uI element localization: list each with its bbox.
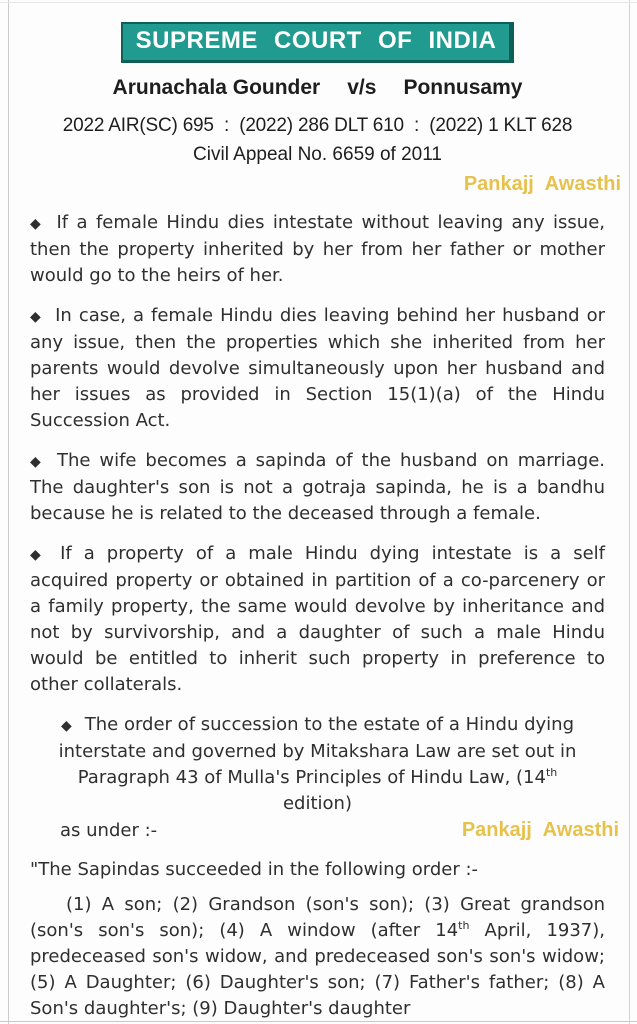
diamond-bullet-icon: ◆ — [60, 718, 72, 734]
as-under-label: as under :- — [60, 820, 158, 841]
holding-point-3 — [30, 448, 605, 527]
court-title: SUPREME COURT OF INDIA — [135, 27, 497, 54]
case-parties — [30, 76, 605, 100]
diamond-bullet-icon: ◆ — [30, 216, 44, 232]
diamond-bullet-icon: ◆ — [30, 547, 48, 563]
page-edge-top — [0, 2, 637, 3]
holding-point-1 — [30, 210, 605, 289]
sapinda-quote-intro: "The Sapindas succeeded in the following order :- — [30, 859, 479, 880]
succession-note-text-end: edition) — [282, 793, 352, 814]
page-edge-bottom — [0, 1021, 637, 1022]
holding-point-2-text: In case, a female Hindu dies leaving behind her husband or any issue, then the properties which she inherited from her parents would devolve simultaneously upon her husband and her issues as provided in Section 15(1)(a) of the Hindu Succession Act. — [30, 305, 605, 431]
holding-point-3-text: The wife becomes a sapinda of the husband on marriage. The daughter's son is not a gotraja sapinda, he is a bandhu because he is related to the deceased through a female. — [30, 450, 605, 524]
diamond-bullet-icon: ◆ — [30, 454, 44, 470]
holding-point-1-text: If a female Hindu dies intestate without leaving any issue, then the property inherited by her from her father or mother would go to the heirs of her. — [30, 212, 605, 286]
sapinda-order-list — [30, 892, 605, 1022]
ordinal-superscript: th — [545, 766, 558, 779]
sapinda-order-text-end: April, 1937), predeceased son's widow, and predeceased son's son's widow; (5) A Daughter; (6) Daughter's son; (7) Father's father; (8) A Son's daughter's; (9) Daughter's daughter — [30, 920, 605, 1019]
court-title-banner — [121, 22, 515, 63]
page-edge-right — [629, 0, 630, 1024]
sapinda-order-text: (1) A son; (2) Grandson (son's son); (3) Great grandson (son's son's son); (4) A window (after 14 — [30, 894, 605, 941]
holding-point-4 — [30, 541, 605, 698]
versus-label: v/s — [347, 76, 377, 99]
appellant-name: Arunachala Gounder — [112, 76, 321, 99]
diamond-bullet-icon: ◆ — [30, 309, 43, 325]
page-edge-left — [8, 0, 9, 1024]
author-watermark: Pankajj Awasthi — [463, 173, 621, 195]
holding-point-4-text: If a property of a male Hindu dying intestate is a self acquired property or obtained in partition of a co-parcenery or a family property, the same would devolve by inheritance and not by survivorship, and a daughter of such a male Hindu would be entitled to inherit such property in preference to other collaterals. — [30, 543, 605, 695]
holding-point-2 — [30, 303, 605, 434]
appeal-number: Civil Appeal No. 6659 of 2011 — [193, 144, 442, 165]
succession-note — [30, 712, 605, 817]
ordinal-superscript: th — [458, 919, 470, 932]
succession-note-tail — [60, 817, 619, 844]
citation-line: 2022 AIR(SC) 695 : (2022) 286 DLT 610 : (2022) 1 KLT 628 — [62, 115, 573, 136]
succession-note-text: The order of succession to the estate of a Hindu dying interstate and governed by Mitakshara Law are set out in Paragraph 43 of Mulla's Principles of Hindu Law, (14 — [58, 714, 577, 788]
respondent-name: Ponnusamy — [403, 76, 523, 99]
author-watermark: Pankajj Awasthi — [461, 819, 619, 841]
